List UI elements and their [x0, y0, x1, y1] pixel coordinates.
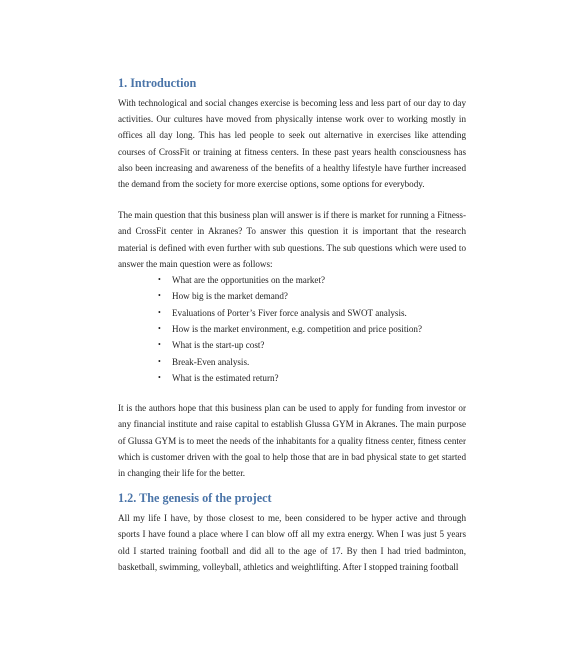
bullet-icon: • [158, 291, 161, 301]
bullet-icon: • [158, 372, 161, 382]
list-item-text: What is the start-up cost? [172, 340, 265, 351]
list-item [158, 354, 466, 370]
list-item-text: How is the market environment, e.g. competition and price position? [172, 323, 423, 334]
list-item [158, 370, 466, 386]
list-item-text: What is the estimated return? [172, 372, 279, 383]
list-item [158, 337, 466, 353]
sub-questions-list [118, 272, 466, 386]
list-item-text: How big is the market demand? [172, 291, 288, 302]
list-item-text: Evaluations of Porter’s Fiver force analysis and SWOT analysis. [172, 307, 407, 318]
document-body [118, 76, 466, 575]
list-item-text: What are the opportunities on the market? [172, 275, 326, 286]
list-item [158, 305, 466, 321]
intro-paragraph-2: The main question that this business plan will answer is if there is market for running a Fitness- and CrossFit center in Akranes? To answer this question it is important that the research material is defined with even further with sub questions. The sub questions which were used to answer the main question were as follows: [118, 210, 466, 269]
bullet-icon: • [158, 307, 161, 317]
bullet-icon: • [158, 356, 161, 366]
bullet-icon: • [158, 340, 161, 350]
list-item [158, 272, 466, 288]
section-heading-introduction: 1. Introduction [118, 76, 197, 90]
list-item [158, 288, 466, 304]
list-item [158, 321, 466, 337]
list-item-text: Break-Even analysis. [172, 356, 250, 367]
bullet-icon: • [158, 275, 161, 285]
genesis-paragraph: All my life I have, by those closest to me, been considered to be hyper active and through sports I have found a place where I can blow off all my extra energy. When I was just 5 years old I started training football and did all to the age of 17. By then I had tried badminton, basketball, swimming, volleyball, athletics and weightlifting. After I stopped training football [118, 513, 466, 572]
intro-paragraph-1: With technological and social changes exercise is becoming less and less part of our day to day activities. Our cultures have moved from physically intense work over to working mostly in offices all day long. This has led people to seek out alternative in exercises like attending courses of CrossFit or training at fitness centers. In these past years health consciousness has also been increasing and awareness of the benefits of a healthy lifestyle have further increased the demand from the society for more exercise options, some options for everybody. [118, 98, 466, 190]
bullet-icon: • [158, 323, 161, 333]
section-heading-genesis: 1.2. The genesis of the project [118, 491, 272, 506]
intro-closing-paragraph: It is the authors hope that this business plan can be used to apply for funding from investor or any financial institute and raise capital to establish Glussa GYM in Akranes. The main purpose of Glussa GYM is to meet the needs of the inhabitants for a quality fitness center, fitness center which is customer driven with the goal to help those that are in bad physical state to get started in changing their life for the better. [118, 403, 466, 478]
